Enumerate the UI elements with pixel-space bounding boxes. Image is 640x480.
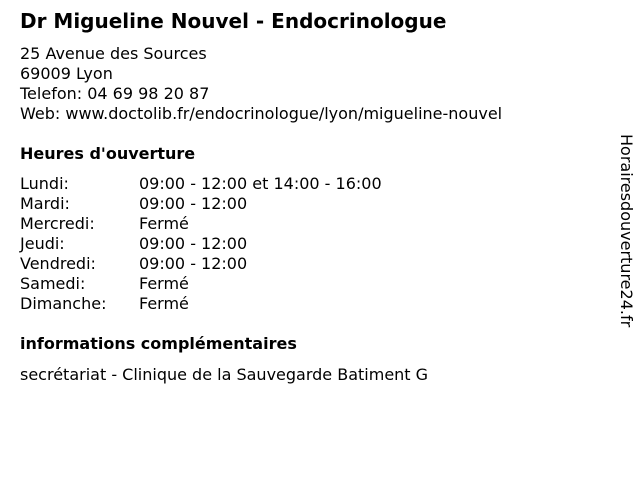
day-label: Jeudi: (20, 234, 65, 253)
phone-number: Telefon: 04 69 98 20 87 (20, 84, 210, 103)
site-watermark: Horairesdouverture24.fr (617, 134, 636, 328)
day-hours: Fermé (139, 274, 189, 293)
contact-block (20, 44, 502, 124)
address-street: 25 Avenue des Sources (20, 44, 207, 63)
day-label: Vendredi: (20, 254, 96, 273)
day-label: Lundi: (20, 174, 69, 193)
opening-hours-heading: Heures d'ouverture (20, 144, 196, 163)
day-hours: 09:00 - 12:00 (139, 234, 248, 253)
day-hours: 09:00 - 12:00 (139, 194, 248, 213)
day-hours: 09:00 - 12:00 (139, 254, 248, 273)
day-label: Mardi: (20, 194, 70, 213)
day-label: Samedi: (20, 274, 86, 293)
address-city: 69009 Lyon (20, 64, 113, 83)
day-hours: 09:00 - 12:00 et 14:00 - 16:00 (139, 174, 382, 193)
day-label: Dimanche: (20, 294, 107, 313)
day-hours: Fermé (139, 214, 189, 233)
additional-info-heading: informations complémentaires (20, 334, 297, 353)
day-label: Mercredi: (20, 214, 95, 233)
page-title: Dr Migueline Nouvel - Endocrinologue (20, 9, 447, 33)
website: Web: www.doctolib.fr/endocrinologue/lyon/migueline-nouvel (20, 104, 503, 123)
day-hours: Fermé (139, 294, 189, 313)
additional-info-text: secrétariat - Clinique de la Sauvegarde Batiment G (20, 365, 429, 384)
